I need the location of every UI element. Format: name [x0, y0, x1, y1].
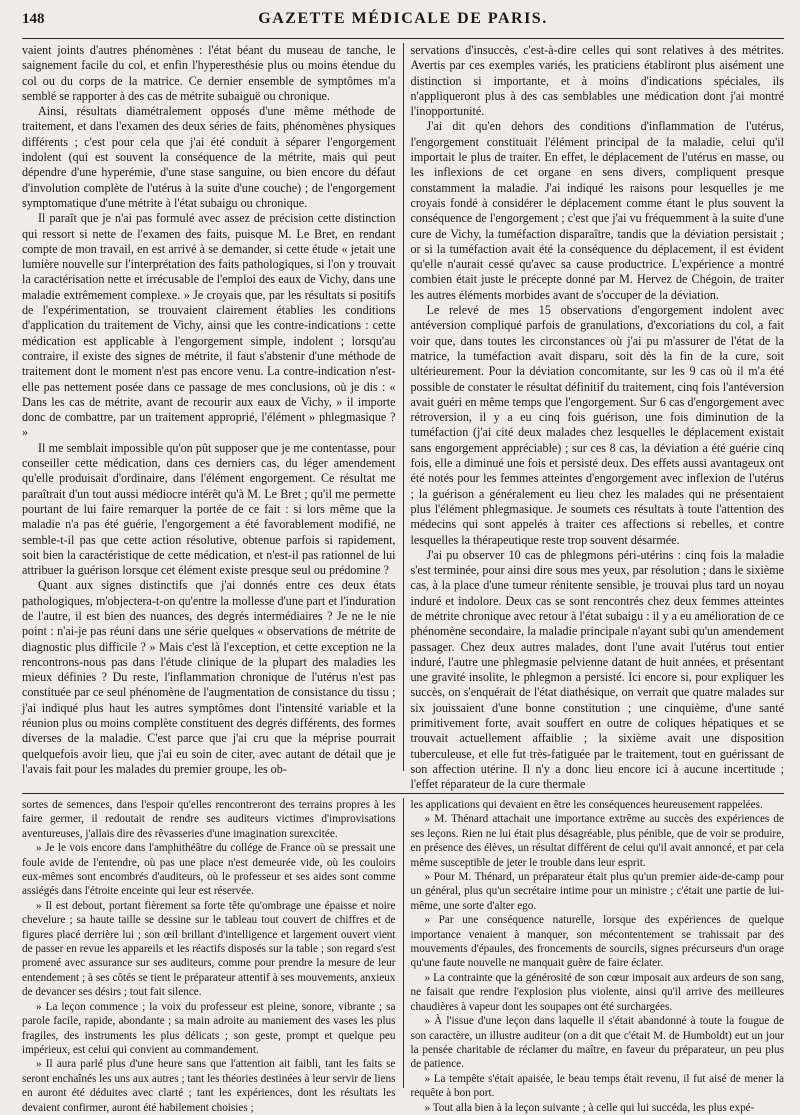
paragraph: J'ai pu observer 10 cas de phlegmons péri-utérins : cinq fois la maladie s'est terminée, pour ainsi dire sous mes yeux, par résolution ; dans le sixième cas, à la place d'une tumeur rénitente sensible, je trouvai plus tard un noyau induré et indolore. Deux cas se sont rencontrés chez deux femmes atteintes de métrite chronique avec retour à l'état subaigu : il y a eu amélioration de ce phénomène secondaire, la maladie principale n'ayant subi qu'un amendement passager. Chez deux autres malades, dont l'une avait l'utérus tout entier induré, l'autre une phlegmasie pelvienne datant de huit années, et présentant une gravité insolite, le phlegmon a persisté. Ici encore si, pour expliquer les succès, on s'enquérait de l'état diathésique, on verrait que quatre malades sur six jouissaient d'une bonne constitution ; une cinquième, d'une santé primitivement forte, avait souffert en outre de coliques hépatiques et se trouvait actuellement affaiblie ; la sixième avait une disposition tuberculeuse, et elle fut très-fatiguée par le traitement, tout en guérissant de son affection utérine. Il n'y a donc lieu encore ici à aucune incertitude ; l'effet réparateur de la cure thermale: [410, 547, 784, 792]
paragraph: » La contrainte que la générosité de son cœur imposait aux ardeurs de son sang, ne faisait que rendre l'explosion plus violente, ainsi qu'il arrive des meilleures chaudières à vapeur dont les soupapes ont été surchargées.: [410, 971, 784, 1013]
paragraph: les applications qui devaient en être les conséquences heureusement rappelées.: [410, 799, 763, 811]
paragraph: » Il est debout, portant fièrement sa forte tête qu'ombrage une épaisse et noire chevelure ; sa haute taille se dessine sur le tableau tout couvert de chiffres et de figures placé derrière lui ; son œil brillant d'intelligence et largement ouvert vient de passer en revue les appareils et les réactifs disposés sur la table ; son regard s'est promené avec assurance sur ses auditeurs, comme pour prendre la mesure de leur entendement ; à ses côtés se tient le préparateur attentif à ses mouvements, anxieux de devancer ses désirs ; tout fait silence.: [22, 899, 396, 999]
column-divider: [403, 43, 404, 771]
paragraph: » M. Thénard attachait une importance extrême au succès des expériences de ses leçons. Rien ne lui était plus désagréable, plus pénible, que de voir se produire, en présence des élèves, un résultat différent de celui qu'il avait annoncé, et par cela même susceptible de jeter le trouble dans leur esprit.: [410, 813, 784, 869]
paragraph: Quant aux signes distinctifs que j'ai donnés entre ces deux états pathologiques, m'objectera-t-on qu'entre la mollesse d'une part et l'induration de l'autre, il est bien des nuances, des degrés intermédiaires ? Je ne le nie point : n'ai-je pas réuni dans une série quelques « observations de métrite de diagnostic plus difficile ? » Mais c'est là l'exception, et cette exception ne la rencontrons-nous pas dans l'étude clinique de la plupart des maladies les mieux définies ? Du reste, l'inflammation chronique de l'utérus n'est pas constituée par ce seul phénomène de l'augmentation de consistance du tissu ; j'ai indiqué plus haut les autres symptômes dont l'intensité variable et la réunion plus ou moins complète constituent des degrés différents, des formes diverses de la maladie. C'est parce que j'ai cru que la méprise pourrait quelquefois avoir lieu, que j'ai eu soin de citer, avec autant de détail que je l'avais fait pour les malades du premier groupe, les ob-: [22, 578, 396, 776]
paragraph: sortes de semences, dans l'espoir qu'elles rencontreront des terrains propres à les faire germer, il redoutait de rendre ses auditeurs victimes d'improvisations aventureuses, j'allais dire des rêvasseries d'une imagination surexcitée.: [22, 799, 396, 840]
paragraph: » Je le vois encore dans l'amphithéâtre du collége de France où se pressait une foule avide de l'entendre, où pas une place n'est demeurée vide, où les couloirs eux-mêmes sont encombrés d'auditeurs, où le professeur et ses aides sont comme assiégés dans l'étroite enceinte qui leur est réservée.: [22, 842, 396, 898]
paragraph: Le relevé de mes 15 observations d'engorgement indolent avec antéversion compliqué parfois de granulations, d'excoriations du col, a fait voir que, dans toutes les circonstances où j'ai pu m'assurer de l'état de la matrice, la tuméfaction avait disparu, soit dès la fin de la cure, soit ultérieurement. Pour la déviation concomitante, sur les 9 cas où il m'a été possible de constater le résultat définitif du traitement, cinq fois l'antéversion avait guéri en même temps que l'engorgement. Sur 6 cas d'engorgement avec rétroversion, il y a eu cinq fois guérison, une fois diminution de la tuméfaction (j'ai cité deux malades chez lesquelles le déplacement existait sans engorgement appréciable) ; sur ces 8 cas, la déviation a été guérie cinq fois, elle a diminué une fois et persisté deux. Des effets aussi avantageux ont été notés pour les femmes atteintes d'engorgement avec inflexion de l'utérus ; la guérison a généralement eu lieu chez les malades qui ne présentaient plus l'élément phlegmasique. Je soumets ces résultats à toute l'attention des médecins qui sont appelés à traiter ces affections si rebelles, et contre lesquelles la thérapeutique reste trop souvent désarmée.: [410, 303, 784, 547]
column-divider: [403, 798, 404, 1088]
journal-title: GAZETTE MÉDICALE DE PARIS.: [258, 10, 548, 27]
feuilleton-left-column: [22, 798, 396, 1114]
paragraph: Il paraît que je n'ai pas formulé avec assez de précision cette distinction qui ressort si nette de l'examen des faits, puisque M. Le Bret, en rendant compte de mon travail, en est arrivé à se demander, si cette étude « jetait une lumière nouvelle sur l'interprétation des faits pathologiques, si l'on y trouvait la caractérisation nette et irrécusable de l'emploi des eaux de Vichy, dans une maladie extrêmement complexe. » Je croyais que, par les résultats si positifs de l'expérimentation, se trouvaient clairement établies les conditions d'application du traitement de Vichy, ainsi que les contre-indications : cette médication est applicable à l'engorgement simple, indolent ; lorsqu'au contraire, il existe des signes de métrite, il faut s'abstenir d'une méthode de traitement dont le moment n'est pas encore venu. La contre-indication n'est-elle pas nettement posée dans ce passage de mes conclusions, où je dis : « Dans les cas de métrite, avant de recourir aux eaux de Vichy, » il importe donc de combattre, par un traitement approprié, l'élément » phlegmasique ? »: [22, 211, 396, 440]
paragraph: Ainsi, résultats diamétralement opposés d'une même méthode de traitement, et dans l'examen des deux séries de faits, phénomènes physiques différents ; c'est pour cela que j'ai été conduit à séparer l'engorgement indolent (qui est souvent la conséquence de la métrite, mais qui peut dépendre d'une hyperémie, d'une stase sanguine, ou bien encore du défaut d'involution complète de l'utérus à la suite d'une couche) ; de l'engorgement symptomatique d'une métrite à l'état subaigu ou chronique.: [22, 104, 396, 210]
paragraph: » Il aura parlé plus d'une heure sans que l'attention ait faibli, tant les faits se seront enchaînés les uns aux autres ; tant les théories destinées à leur servir de liens en auront été déduites avec clarté ; tant les expériences, dont les résultats les devaient confirmer, auront été habilement choisies ;: [22, 1058, 396, 1114]
paragraph: Il me semblait impossible qu'on pût supposer que je me contentasse, pour conseiller cette médication, dans ces derniers cas, du léger amendement qu'elle produisait d'ordinaire, dans l'élément engorgement. Ce résultat me paraîtrait d'un tout aussi médiocre intérêt qu'à M. Le Bret ; qu'il me permette pourtant de lui faire remarquer la portée de ce fait : si lors même que la maladie n'a pas été guérie, l'engorgement a été favorablement modifié, ne semble-t-il pas que cette action résolutive, obtenue parfois si rapidement, soit bien la caractéristique de cette médication, et n'est-il pas rationnel de lui attribuer la guérison lorsque cet élément existe presque seul ou prédomine ?: [22, 440, 396, 578]
page-number: 148: [22, 11, 45, 27]
feuilleton-divider: [22, 793, 784, 794]
left-column: [22, 43, 396, 776]
paragraph: » Tout alla bien à la leçon suivante ; à celle qui lui succéda, les plus expé-: [424, 1101, 755, 1114]
paragraph: » Par une conséquence naturelle, lorsque des expériences de quelque importance venaient à manquer, son mécontentement se trahissait par des mouvements d'épaules, des froncements de sourcils, signes précurseurs d'un orage qu'une faute nouvelle ne manquait guère de faire éclater.: [410, 914, 784, 970]
feuilleton-right-column: [410, 798, 785, 1114]
paragraph: J'ai dit qu'en dehors des conditions d'inflammation de l'utérus, l'engorgement constituait l'élément principal de la maladie, celui qu'il importait le plus de traiter. En effet, le déplacement de l'utérus en masse, ou les inflexions de cet organe en sens divers, compliquent presque constamment la maladie. J'ai indiqué les raisons pour lesquelles je me croyais fondé à considérer le déplacement comme étant le plus souvent la conséquence de l'engorgement ; c'est que j'ai vu fréquemment à la suite d'une cure de Vichy, la tuméfaction disparaître, tandis que la déviation persistait ; or si la tuméfaction avait été la conséquence du déplacement, il est évident qu'elle n'aurait cessé qu'avec sa cause productrice. L'expérience a montré combien était juste le précepte donné par M. Hervez de Chégoin, de traiter les autres éléments morbides avant de s'occuper de la déviation.: [410, 119, 784, 302]
article-body: [22, 43, 784, 792]
paragraph: » À l'issue d'une leçon dans laquelle il s'était abandonné à toute la fougue de son caractère, un illustre auditeur (on a dit que c'était M. de Humboldt) eut un jour la pensée charitable de réclamer du maître, en faveur du préparateur, un peu plus de patience.: [410, 1015, 784, 1071]
paragraph: » Pour M. Thénard, un préparateur était plus qu'un premier aide-de-camp pour un général, plus qu'un secrétaire intime pour un ministre ; c'était une partie de lui-même, une sorte d'alter ego.: [410, 871, 784, 912]
feuilleton: [22, 798, 784, 1114]
paragraph: servations d'insuccès, c'est-à-dire celles qui sont relatives à des métrites. Avertis par ces exemples variés, les praticiens établiront plus aisément une distinction si importante, et à moins d'indications spéciales, ils n'appliqueront plus à des cas semblables une médication dont j'ai montré l'inopportunité.: [410, 43, 784, 119]
paragraph: vaient joints d'autres phénomènes : l'état béant du museau de tanche, le saignement facile du col, et enfin l'hyperesthésie plus ou moins étendue du col ou du corps de la matrice. Ce dernier ensemble de symptômes m'a semblé se rapporter à des cas de métrite subaiguë ou chronique.: [22, 43, 396, 103]
page-header: [22, 10, 784, 39]
paragraph: » La leçon commence ; la voix du professeur est pleine, sonore, vibrante ; sa parole facile, rapide, abondante ; sa main adroite au maniement des vases les plus fragiles, des instruments les plus délicats ; son geste, prompt et quelque peu impérieux, est celui qui convient au commandement.: [22, 1000, 396, 1056]
right-column: [410, 43, 785, 792]
paragraph: » La tempête s'était apaisée, le beau temps était revenu, il fut aisé de mener la requête à bon port.: [410, 1072, 784, 1100]
